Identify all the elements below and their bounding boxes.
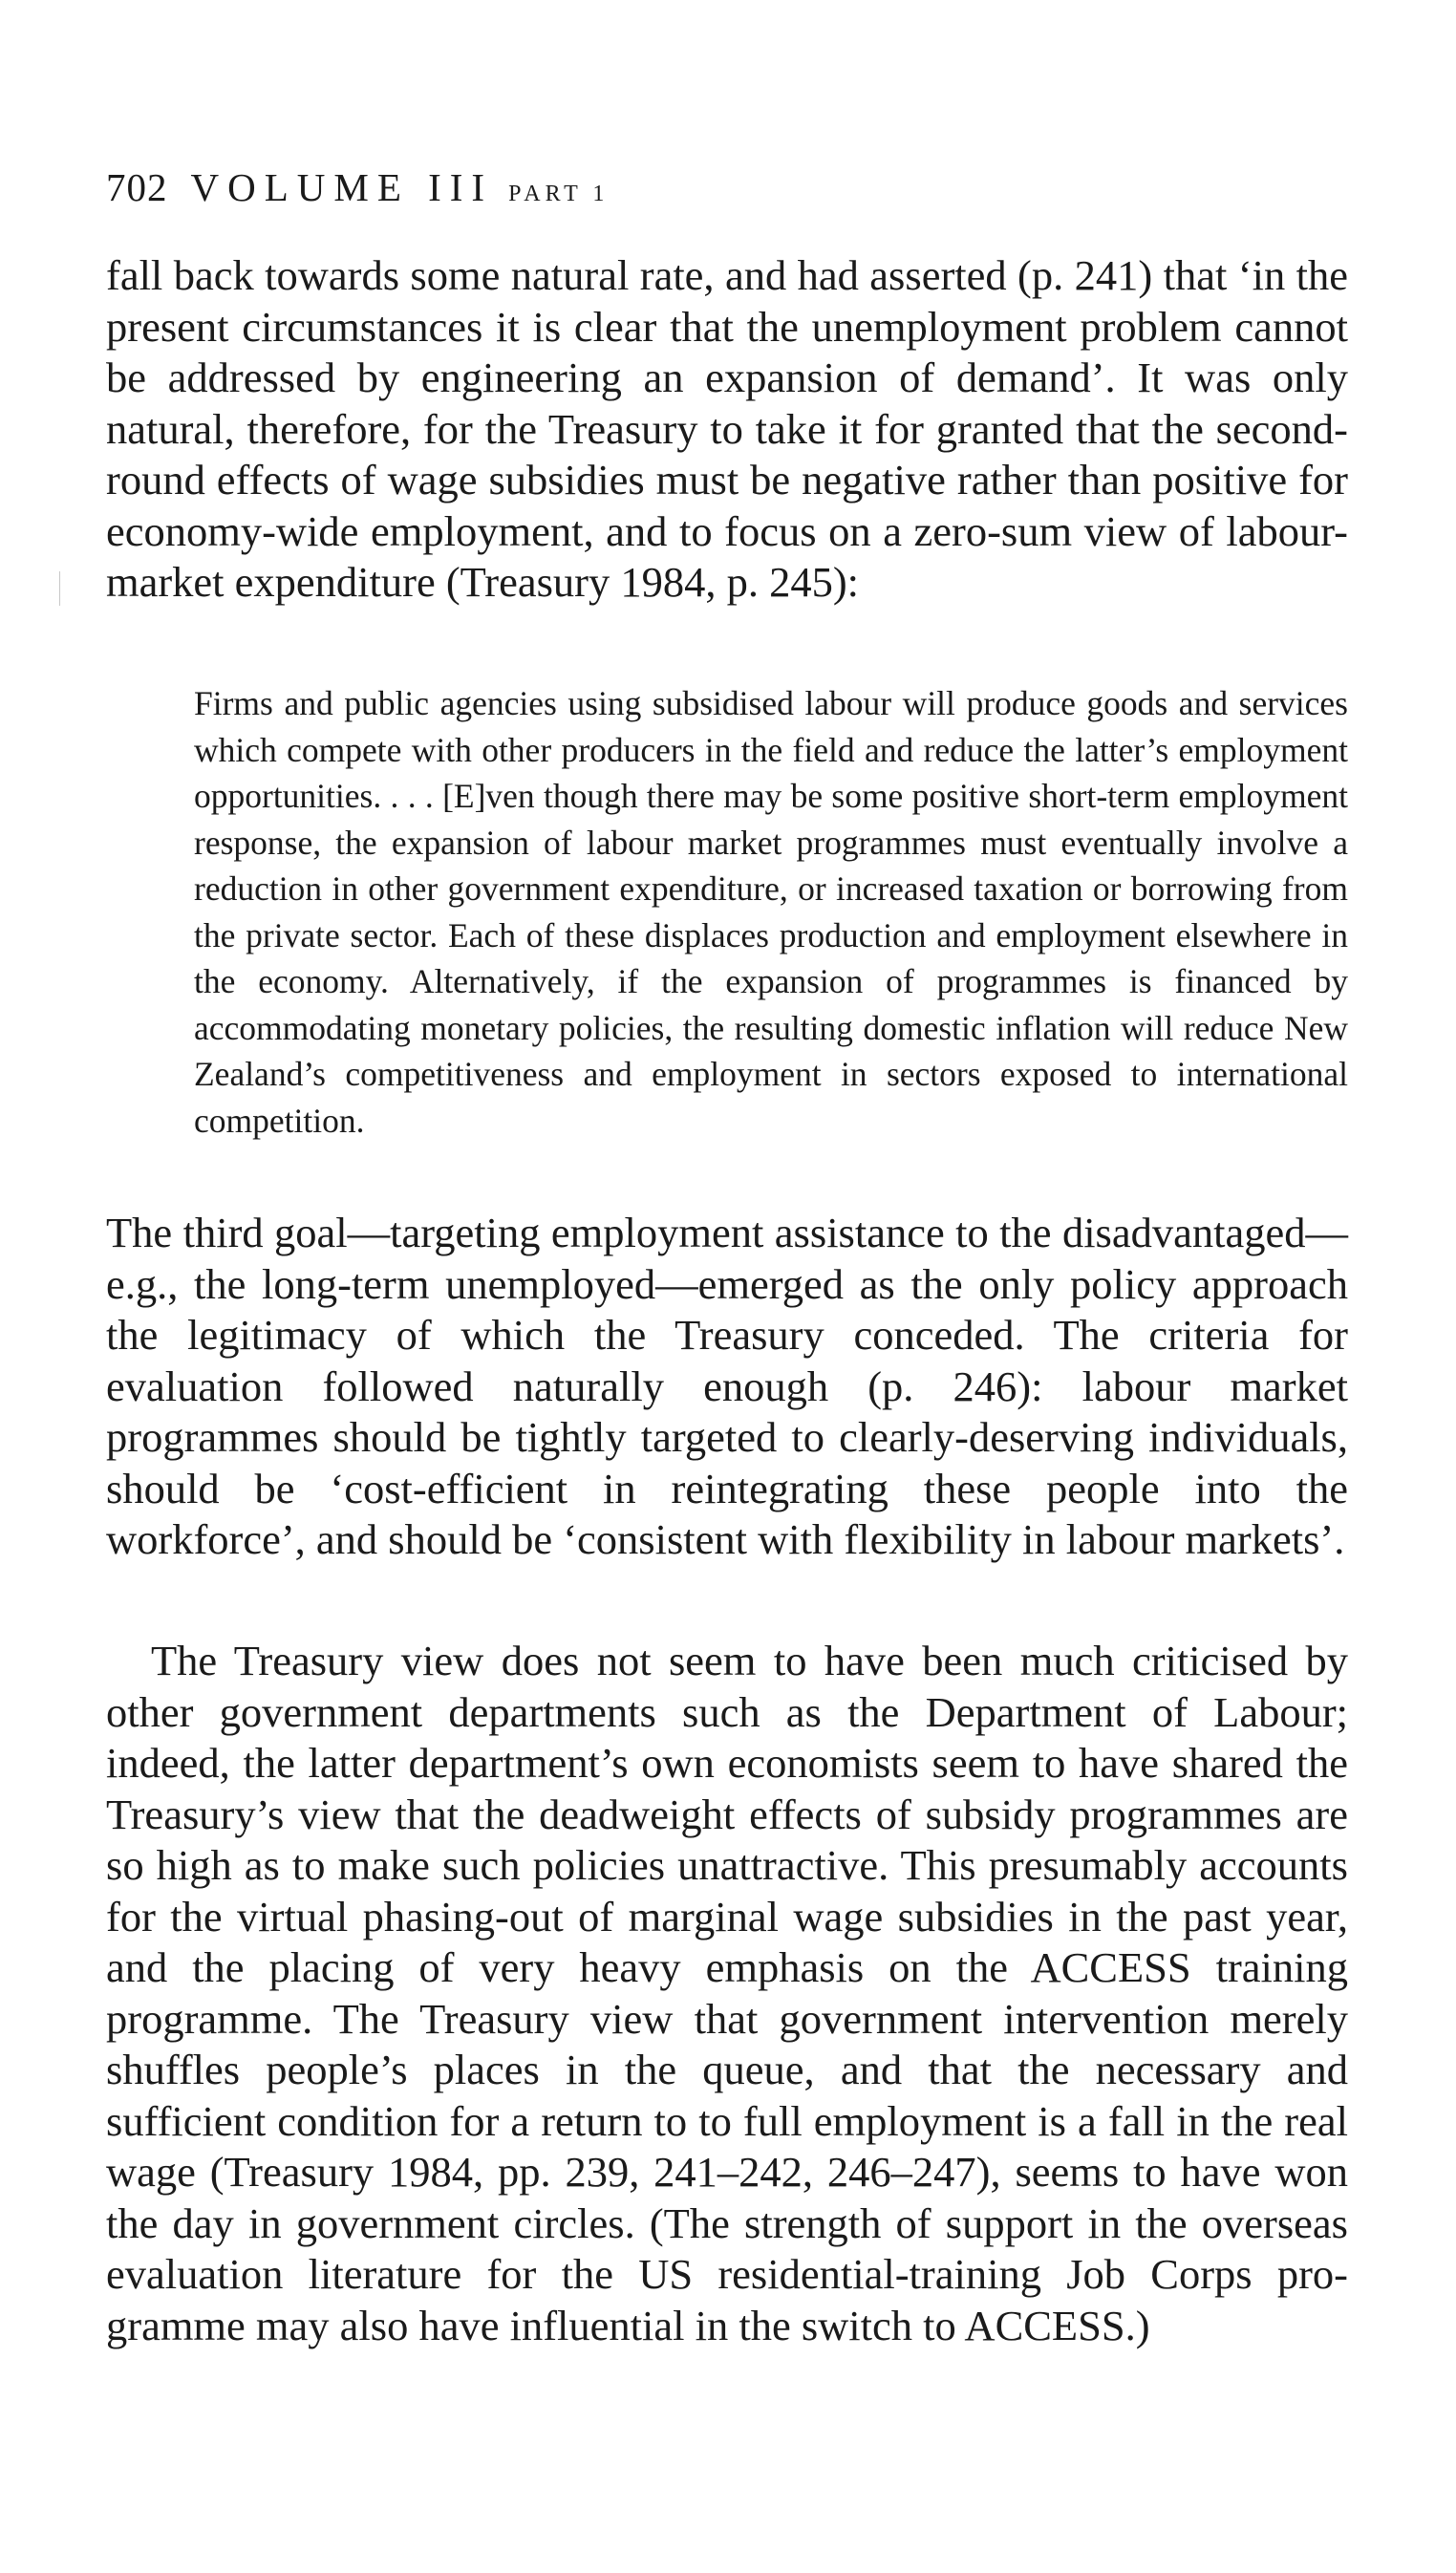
volume-label: VOLUME III <box>190 165 494 209</box>
paragraph-continuation: fall back towards some natural rate, and had asserted (p. 241) that ‘in the present circumstances it is clear that the unemployment problem cannot be addressed by engineering an expansion of demand’. It was only natural, therefore, for the Treasury to take it for granted that the second-round effects of wage subsidies must be negative rather than positive for economy-wide employment, and to focus on a zero-sum view of labour-market expenditure (Treasury 1984, p. 245): <box>106 251 1348 606</box>
paragraph-third-goal: The third goal—targeting employment assistance to the disadvantaged—e.g., the long-term unemployed—emerged as the only policy approach the legitimacy of which the Treasury conceded. The criteria for evaluation followed naturally enough (p. 246): labour market programmes should be tightly targeted to clearly-deserving individuals, should be ‘cost-efficient in reintegrating these people into the workforce’, and should be ‘consistent with flexibility in labour markets’. <box>106 1209 1348 1563</box>
paragraph-treasury-view: The Treasury view does not seem to have been much criticised by other government departments such as the Department of Labour; indeed, the latter department’s own economists seem to have shared the Treasury’s view that the deadweight effects of subsidy programmes are so high as to make such policies unattractive. This presumably accounts for the virtual phasing-out of marginal wage subsidies in the past year, and the placing of very heavy emphasis on the ACCESS training programme. The Treasury view that government intervention merely shuffles people’s places in the queue, and that the necessary and sufficient condition for a return to to full employment is a fall in the real wage (Treasury 1984, pp. 239, 241–242, 246–247), seems to have won the day in government circles. (The strength of support in the overseas evaluation literature for the US residential-training Job Corps programme may also have influential in the switch to ACCESS.) <box>106 1637 1348 2349</box>
page-number: 702 <box>106 165 168 209</box>
part-label: PART 1 <box>508 182 610 206</box>
margin-mark <box>59 571 60 606</box>
running-header <box>106 162 609 219</box>
block-quotation: Firms and public agencies using subsidised labour will produce goods and services which compete with other producers in the field and reduce the latter’s employment opportunities. . . . [E]ven though there may be some positive short-term employment response, the expansion of labour market programmes must eventually involve a reduction in other government expenditure, or increased taxation or borrowing from the private sector. Each of these displaces production and employment elsewhere in the economy. Alternatively, if the expansion of programmes is financed by accommodating monetary policies, the resulting domestic inflation will reduce New Zealand’s competitiveness and employment in sectors exposed to international competition. <box>194 684 1348 1140</box>
